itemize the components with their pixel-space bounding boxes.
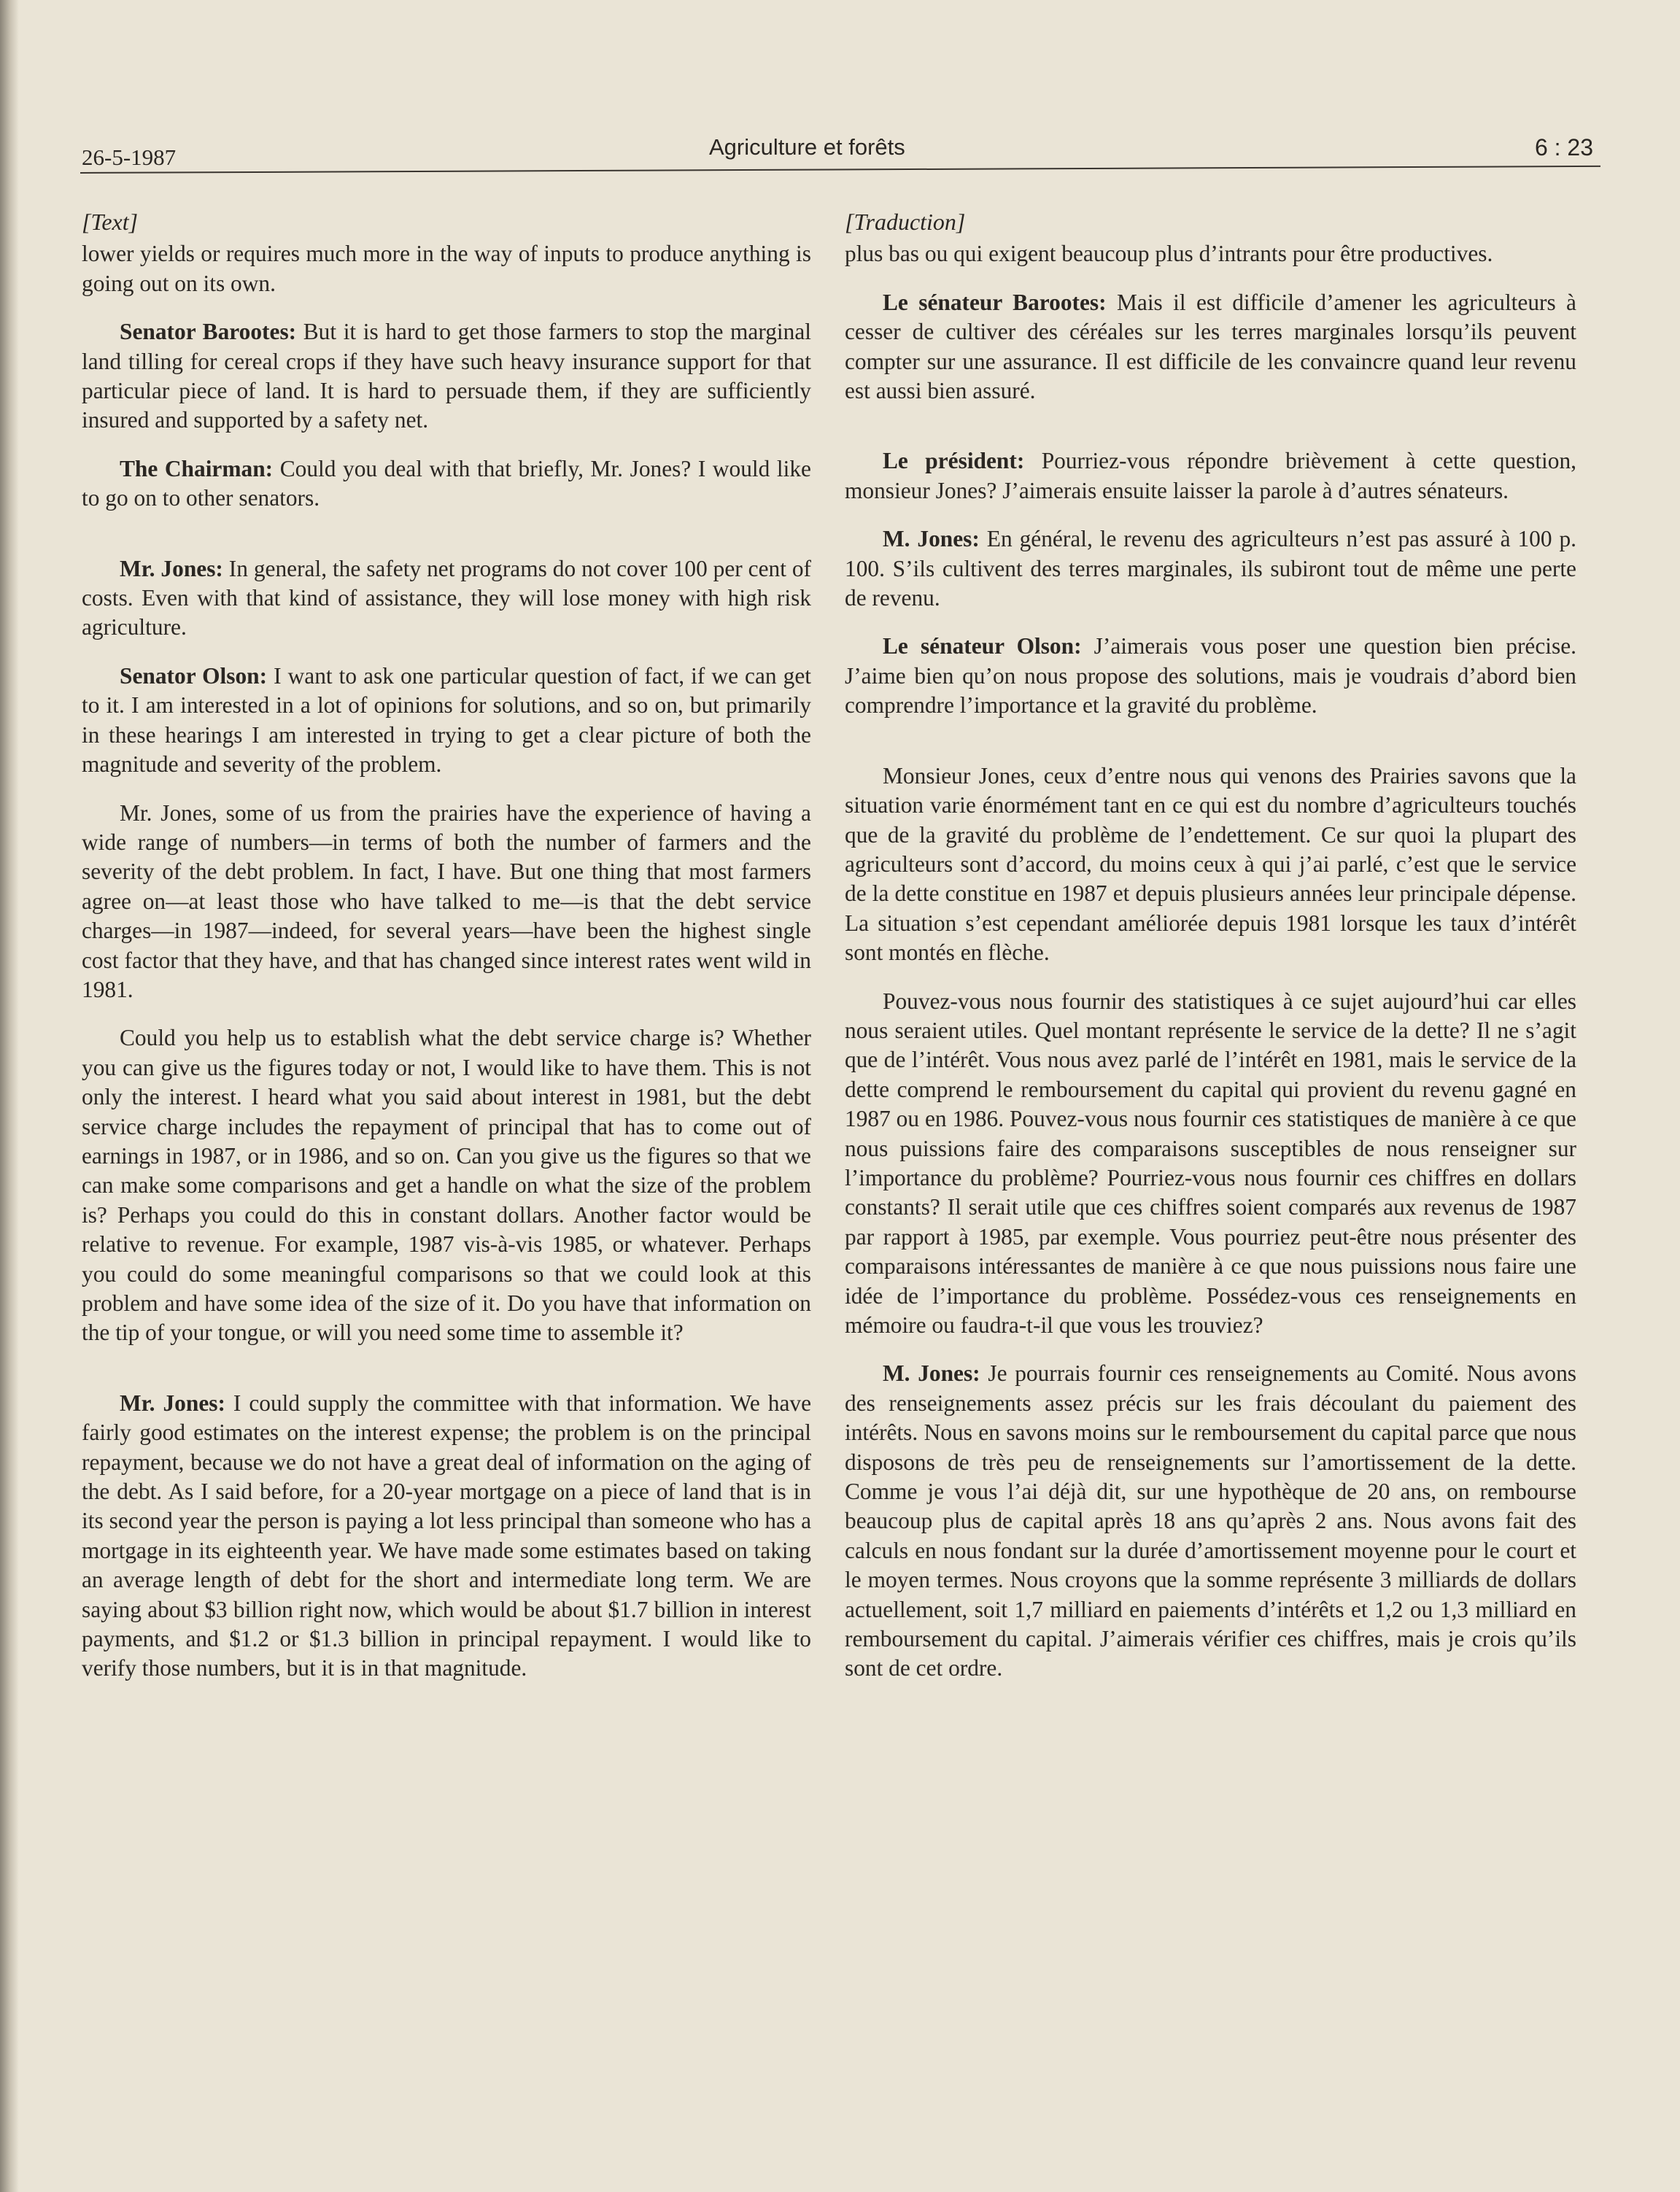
speaker: M. Jones:: [883, 1360, 980, 1387]
speaker: Le sénateur Olson:: [883, 633, 1082, 659]
english-column: [82, 207, 811, 1703]
paragraph: M. Jones: En général, le revenu des agriculteurs n’est pas assuré à 100 p. 100. S’ils cultivent des terres marginales, ils subiront tout de même une perte de revenu.: [845, 526, 1576, 611]
section-label: [Text]: [82, 209, 139, 235]
paragraph: The Chairman: Could you deal with that briefly, Mr. Jones? I would like to go on to other senators.: [82, 455, 811, 511]
paragraph: Senator Olson: I want to ask one particular question of fact, if we can get to it. I am interested in a lot of opinions for solutions, and so on, but primarily in these hearings I am interested in trying to get a clear picture of both the magnitude and severity of the problem.: [82, 662, 811, 778]
paragraph: M. Jones: Je pourrais fournir ces renseignements au Comité. Nous avons des renseignements assez précis sur les frais découlant du paiement des intérêts. Nous en savons moins sur le remboursement du capital parce que nous disposons de très peu de renseignements sur l’amortissement de la dette. Comme je vous l’ai déjà dit, sur une hypothèque de 20 ans, on rembourse beaucoup plus de capital après 18 ans qu’après 2 ans. Nous avons fait des calculs en nous fondant sur la durée d’amortissement moyenne pour le court et le moyen termes. Nous croyons que la somme représente 3 milliards de dollars actuellement, soit 1,7 milliard en paiements d’intérêts et 1,2 ou 1,3 milliard en remboursement du capital. J’aimerais vérifier ces chiffres, mais je crois qu’ils sont de cet ordre.: [845, 1360, 1576, 1681]
paragraph: plus bas ou qui exigent beaucoup plus d’intrants pour être productives.: [845, 241, 1493, 267]
french-column: [845, 207, 1576, 1703]
speaker: The Chairman:: [120, 455, 274, 481]
speaker: Mr. Jones:: [120, 555, 223, 581]
paragraph: Pouvez-vous nous fournir des statistiques à ce sujet aujourd’hui car elles nous seraient utiles. Quel montant représente le service de la dette? Il ne s’agit que de l’intérêt. Vous nous avez parlé de l’intérêt en 1981, mais le service de la dette comprend le remboursement du capital qui provient du revenu gagné en 1987 ou en 1986. Pouvez-vous nous fournir ces statistiques de manière à ce que nous puissions faire des comparaisons susceptibles de nous renseigner sur l’importance du problème? Pourriez-vous nous fournir ces chiffres en dollars constants? Il serait utile que ces chiffres soient comparés aux revenus de 1987 par rapport à 1985, par exemple. Vous pourriez peut-être nous présenter des comparaisons intéressantes de manière à ce que nous puissions nous faire une idée de l’importance du problème. Possédez-vous ces renseignements en mémoire ou faudra-t-il que vous les trouviez?: [845, 988, 1576, 1338]
speaker: Mr. Jones:: [120, 1390, 225, 1416]
header-title: Agriculture et forêts: [709, 134, 905, 160]
paragraph: Le sénateur Barootes: Mais il est difficile d’amener les agriculteurs à cesser de cultiver des céréales sur les terres marginales lorsqu’ils peuvent compter sur une assurance. Il est difficile de les convaincre quand leur revenu est aussi bien assuré.: [845, 289, 1576, 404]
paragraph: Mr. Jones: I could supply the committee with that information. We have fairly good estimates on the interest expense; the problem is on the principal repayment, because we do not have a great deal of information on the aging of the debt. As I said before, for a 20-year mortgage on a piece of land that is in its second year the person is paying a lot less principal than someone who has a mortgage in its eighteenth year. We have made some estimates based on taking an average length of debt for the short and intermediate long term. We are saying about $3 billion right now, which would be about $1.7 billion in interest payments, and $1.2 or $1.3 billion in principal repayment. I would like to verify those numbers, but it is in that magnitude.: [82, 1390, 812, 1681]
speaker: Le président:: [883, 448, 1025, 474]
speaker: Le sénateur Barootes:: [883, 289, 1107, 315]
paragraph: Could you help us to establish what the debt service charge is? Whether you can give us the figures today or not, I would like to have them. This is not only the interest. I heard what you said about interest in 1981, but the debt service charge includes the repayment of principal that has to come out of earnings in 1987, or in 1986, and so on. Can you give us the figures so that we can make some comparisons and get a handle on what the size of the problem is? Perhaps you could do this in constant dollars. Another factor would be relative to revenue. For example, 1987 vis-à-vis 1985, or whatever. Perhaps you could do some meaningful comparisons so that we could look at this problem and have some idea of the size of it. Do you have that information on the tip of your tongue, or will you need some time to assemble it?: [82, 1025, 811, 1346]
paragraph: Le président: Pourriez-vous répondre brièvement à cette question, monsieur Jones? J’aimerais ensuite laisser la parole à d’autres sénateurs.: [845, 448, 1576, 503]
speaker: M. Jones:: [883, 526, 980, 552]
speaker: Senator Olson:: [120, 662, 268, 689]
paragraph: Mr. Jones: In general, the safety net programs do not cover 100 per cent of costs. Even with that kind of assistance, they will lose money with high risk agriculture.: [82, 555, 811, 640]
paragraph: Mr. Jones, some of us from the prairies have the experience of having a wide range of numbers—in terms of both the number of farmers and the severity of the debt problem. In fact, I have. But one thing that most farmers agree on—at least those who have talked to me—is that the debt service charges—in 1987—indeed, for several years—have been the highest single cost factor that they have, and that has changed since interest rates went wild in 1981.: [82, 799, 811, 1002]
section-label: [Traduction]: [845, 209, 966, 235]
header-date: 26-5-1987: [82, 144, 177, 170]
page-spine-shadow: [0, 0, 19, 2192]
paragraph: Senator Barootes: But it is hard to get those farmers to stop the marginal land tilling for cereal crops if they have such heavy insurance support for that particular piece of land. It is hard to persuade them, if they are sufficiently insured and supported by a safety net.: [82, 319, 811, 433]
paragraph: lower yields or requires much more in the way of inputs to produce anything is going out on its own.: [82, 241, 811, 296]
header-page-number: 6 : 23: [1534, 134, 1593, 160]
paragraph: Monsieur Jones, ceux d’entre nous qui venons des Prairies savons que la situation varie énormément tant en ce qui est du nombre d’agriculteurs touchés que de la gravité du problème de l’endettement. Ce sur quoi la plupart des agriculteurs sont d’accord, du moins ceux à qui j’ai parlé, c’est que le service de la dette constitue en 1987 et depuis plusieurs années leur principale dépense. La situation s’est cependant améliorée depuis 1981 lorsque les taux d’intérêt sont montés en flèche.: [845, 762, 1576, 966]
speaker: Senator Barootes:: [120, 319, 297, 345]
paragraph: Le sénateur Olson: J’aimerais vous poser une question bien précise. J’aime bien qu’on nous propose des solutions, mais je voudrais d’abord bien comprendre l’importance et la gravité du problème.: [845, 633, 1576, 719]
